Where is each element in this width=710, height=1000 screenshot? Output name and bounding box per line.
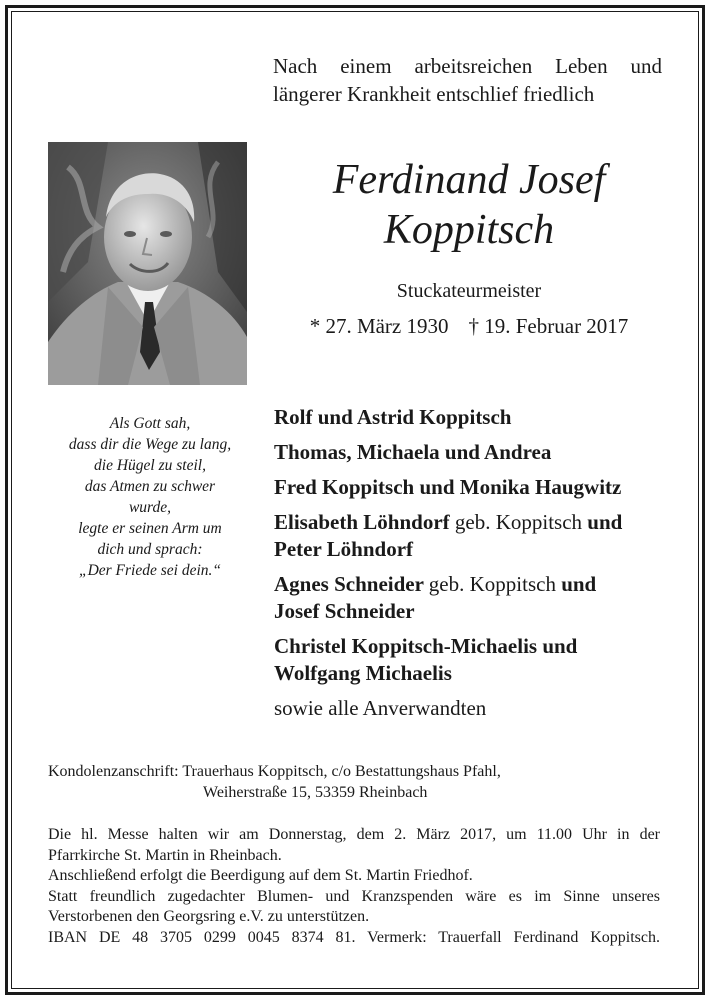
mourner-partner: Peter Löhndorf <box>274 537 414 561</box>
mourners-list <box>274 404 674 722</box>
service-line: Verstorbenen den Georgsring e.V. zu unterstützen. <box>48 908 370 925</box>
service-line: Anschließend erfolgt die Beerdigung auf dem St. Martin Friedhof. <box>48 867 473 884</box>
service-line: IBAN DE 48 3705 0299 0045 8374 81. Vermerk: Trauerfall Ferdinand Koppitsch. <box>48 928 660 946</box>
mourner-name: Elisabeth Löhndorf <box>274 510 450 534</box>
mourner-entry <box>274 571 674 625</box>
service-line: Statt freundlich zugedachter Blumen- und Kranzspenden wäre es im Sinne unseres <box>48 887 660 905</box>
deceased-name <box>275 155 663 255</box>
intro-text <box>273 52 662 108</box>
condolence-address <box>48 761 668 803</box>
mourner-partner: Josef Schneider <box>274 599 415 623</box>
deceased-last-name: Koppitsch <box>383 207 555 253</box>
poem-line: „Der Friede sei dein.“ <box>78 562 222 579</box>
poem-line: Als Gott sah, <box>109 415 191 432</box>
mourner-entry: Rolf und Astrid Koppitsch <box>274 405 512 429</box>
address-line-1: Kondolenzanschrift: Trauerhaus Koppitsch, c/o Bestattungshaus Pfahl, <box>48 763 501 780</box>
service-line: Pfarrkirche St. Martin in Rheinbach. <box>48 846 282 864</box>
mourner-and: und <box>561 572 597 596</box>
poem-line: dass dir die Wege zu lang, <box>68 436 232 453</box>
poem-line: legte er seinen Arm um <box>78 520 222 537</box>
poem-line: die Hügel zu steil, <box>94 457 206 474</box>
intro-line-2: längerer Krankheit entschlief friedlich <box>273 82 595 106</box>
portrait-photo <box>48 142 247 385</box>
portrait-image <box>48 142 247 385</box>
poem <box>40 413 260 581</box>
mourner-name: Christel Koppitsch-Michaelis und <box>274 634 578 658</box>
life-dates <box>275 312 663 340</box>
poem-line: das Atmen zu schwer <box>84 478 216 495</box>
mourner-and: und <box>587 510 623 534</box>
death-date: † 19. Februar 2017 <box>468 314 629 338</box>
intro-line-1: Nach einem arbeitsreichen Leben und <box>273 54 662 78</box>
deceased-profession: Stuckateurmeister <box>396 280 542 302</box>
mourner-name: Agnes Schneider <box>274 572 424 596</box>
mourner-nee: geb. Koppitsch <box>454 510 583 534</box>
mourner-nee: geb. Koppitsch <box>428 572 556 596</box>
service-line: Die hl. Messe halten wir am Donnerstag, dem 2. März 2017, um 11.00 Uhr in der <box>48 826 660 843</box>
mourner-entry: Fred Koppitsch und Monika Haugwitz <box>274 475 622 499</box>
birth-date: * 27. März 1930 <box>309 314 449 338</box>
deceased-first-name: Ferdinand Josef <box>332 157 606 203</box>
other-relatives: sowie alle Anverwandten <box>274 696 487 720</box>
mourner-entry: Thomas, Michaela und Andrea <box>274 440 552 464</box>
poem-line: wurde, <box>128 499 172 516</box>
mourner-partner: Wolfgang Michaelis <box>274 661 452 685</box>
mourner-entry <box>274 509 674 563</box>
poem-line: dich und sprach: <box>97 541 203 558</box>
address-line-2: Weiherstraße 15, 53359 Rheinbach <box>203 784 428 801</box>
mourner-entry <box>274 633 674 687</box>
service-info <box>48 825 660 948</box>
